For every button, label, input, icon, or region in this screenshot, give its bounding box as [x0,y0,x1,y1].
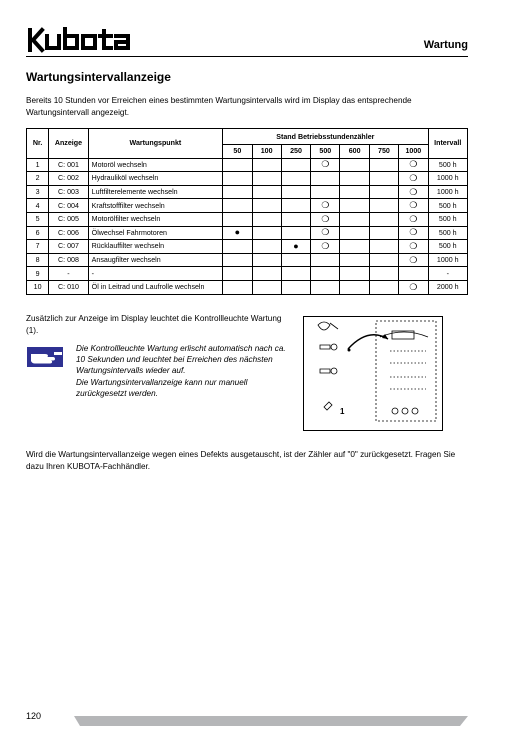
indicator-paragraph: Zusätzlich zur Anzeige im Display leuchtet die Kontrollleuchte Wartung (1). [26,314,282,335]
row-maintenance-point: Ansaugfilter wechseln [88,253,223,267]
open-circle-icon: ❍ [321,227,330,238]
hour-cell [399,172,428,186]
hour-cell [223,240,252,254]
row-maintenance-point: Hydrauliköl wechseln [88,172,223,186]
hour-cell [252,226,281,240]
open-circle-icon: ❍ [409,254,418,265]
hour-cell [252,199,281,213]
hour-cell [281,172,310,186]
header-nr: Nr. [27,129,49,159]
row-maintenance-point: Öl in Leitrad und Laufrolle wechseln [88,280,223,294]
hour-cell [281,158,310,172]
hour-cell [281,253,310,267]
hour-cell [340,185,369,199]
row-interval: 2000 h [428,280,467,294]
section-title: Wartung [423,39,468,51]
page-heading: Wartungsintervallanzeige [26,70,171,84]
hour-cell [223,280,252,294]
control-panel-illustration [303,316,443,431]
open-circle-icon: ❍ [409,240,418,251]
hour-cell [369,212,398,226]
hour-cell [311,212,340,226]
hour-cell [252,253,281,267]
row-display-code: C: 010 [49,280,88,294]
header-interval: Intervall [428,129,467,159]
row-maintenance-point: Motorölfilter wechseln [88,212,223,226]
kubota-logo [26,26,142,54]
hour-cell [340,199,369,213]
hour-cell [252,158,281,172]
hour-cell [369,240,398,254]
table-row [27,185,468,199]
header-hour-50: 50 [223,145,252,159]
hour-cell [399,280,428,294]
hour-cell [281,280,310,294]
pointing-hand-icon [26,346,64,373]
hour-cell [340,267,369,281]
table-row [27,253,468,267]
table-row [27,280,468,294]
hour-cell [369,267,398,281]
hour-cell [369,199,398,213]
hour-cell [369,172,398,186]
open-circle-icon: ❍ [321,159,330,170]
open-circle-icon: ❍ [321,213,330,224]
page-number: 120 [26,711,42,721]
row-interval: 500 h [428,226,467,240]
hour-cell [311,280,340,294]
hour-cell [223,212,252,226]
row-number: 6 [27,226,49,240]
replacement-paragraph: Wird die Wartungsintervallanzeige wegen eines Defekts ausgetauscht, ist der Zähler auf "0" zurückgesetzt. Fragen Sie dazu Ihren KUBOTA-Fachhändler. [26,450,456,471]
table-row [27,199,468,213]
hour-cell [369,185,398,199]
hour-cell [311,267,340,281]
row-number: 4 [27,199,49,213]
note-box [76,343,288,399]
header-maintenance-point: Wartungspunkt [88,129,223,159]
row-display-code: C: 003 [49,185,88,199]
row-interval: 500 h [428,158,467,172]
hour-cell [340,253,369,267]
hour-cell [223,185,252,199]
header-divider [26,56,468,57]
table-row [27,226,468,240]
hour-cell [399,240,428,254]
hour-cell [399,158,428,172]
hour-cell [311,226,340,240]
hour-cell [340,172,369,186]
hour-cell [340,212,369,226]
hour-cell [281,212,310,226]
filled-dot-icon: ● [293,240,299,251]
row-display-code: C: 001 [49,158,88,172]
hour-cell [252,185,281,199]
row-number: 8 [27,253,49,267]
hour-cell [311,158,340,172]
header-hour-1000: 1000 [399,145,428,159]
row-maintenance-point: - [88,267,223,281]
row-display-code: C: 008 [49,253,88,267]
table-row [27,267,468,281]
row-number: 7 [27,240,49,254]
table-row [27,172,468,186]
header-hour-meter: Stand Betriebsstundenzähler [223,129,428,145]
hour-cell [223,267,252,281]
table-row [27,240,468,254]
maintenance-interval-table [26,128,468,295]
hour-cell [311,240,340,254]
header-hour-100: 100 [252,145,281,159]
hour-cell [223,158,252,172]
header-display: Anzeige [49,129,88,159]
row-display-code: - [49,267,88,281]
hour-cell [369,280,398,294]
intro-paragraph: Bereits 10 Stunden vor Erreichen eines bestimmten Wartungsintervalls wird im Display das entsprechende Wartungsintervall angezeigt. [26,96,412,117]
hour-cell [340,158,369,172]
hour-cell [340,226,369,240]
hour-cell [252,240,281,254]
open-circle-icon: ❍ [321,240,330,251]
hour-cell [369,253,398,267]
hour-cell [281,267,310,281]
row-number: 9 [27,267,49,281]
row-number: 10 [27,280,49,294]
hour-cell [399,253,428,267]
row-number: 3 [27,185,49,199]
row-display-code: C: 005 [49,212,88,226]
hour-cell [223,226,252,240]
footer-bar [74,713,468,731]
open-circle-icon: ❍ [409,281,418,292]
hour-cell [223,172,252,186]
hour-cell [369,158,398,172]
callout-label: 1 [340,407,345,416]
row-interval: - [428,267,467,281]
row-interval: 1000 h [428,253,467,267]
row-maintenance-point: Kraftstofffilter wechseln [88,199,223,213]
header-hour-750: 750 [369,145,398,159]
hour-cell [399,226,428,240]
hour-cell [399,199,428,213]
open-circle-icon: ❍ [409,186,418,197]
header-hour-600: 600 [340,145,369,159]
hour-cell [399,267,428,281]
row-display-code: C: 007 [49,240,88,254]
open-circle-icon: ❍ [409,227,418,238]
open-circle-icon: ❍ [409,200,418,211]
hour-cell [311,172,340,186]
row-interval: 1000 h [428,172,467,186]
hour-cell [281,240,310,254]
row-interval: 500 h [428,240,467,254]
row-maintenance-point: Rücklauffilter wechseln [88,240,223,254]
hour-cell [281,199,310,213]
hour-cell [311,185,340,199]
header-hour-500: 500 [311,145,340,159]
open-circle-icon: ❍ [321,200,330,211]
hour-cell [340,280,369,294]
row-maintenance-point: Luftfilterelemente wechseln [88,185,223,199]
hour-cell [252,280,281,294]
hour-cell [311,253,340,267]
row-maintenance-point: Ölwechsel Fahrmotoren [88,226,223,240]
row-interval: 500 h [428,212,467,226]
hour-cell [281,226,310,240]
row-number: 1 [27,158,49,172]
header-hour-250: 250 [281,145,310,159]
hour-cell [399,212,428,226]
table-row [27,158,468,172]
hour-cell [311,199,340,213]
hour-cell [340,240,369,254]
hour-cell [223,253,252,267]
hour-cell [223,199,252,213]
hour-cell [252,172,281,186]
row-maintenance-point: Motoröl wechseln [88,158,223,172]
table-row [27,212,468,226]
row-display-code: C: 002 [49,172,88,186]
open-circle-icon: ❍ [409,172,418,183]
filled-dot-icon: ● [234,227,241,238]
row-number: 5 [27,212,49,226]
row-display-code: C: 006 [49,226,88,240]
hour-cell [252,267,281,281]
open-circle-icon: ❍ [409,159,418,170]
row-interval: 500 h [428,199,467,213]
note-line-1: Die Kontrollleuchte Wartung erlischt automatisch nach ca. 10 Sekunden und leuchtet bei Erreichen des nächsten Wartungsintervalls wieder auf. [76,344,286,376]
row-interval: 1000 h [428,185,467,199]
hour-cell [369,226,398,240]
row-number: 2 [27,172,49,186]
note-line-2: Die Wartungsintervallanzeige kann nur manuell zurückgesetzt werden. [76,377,248,398]
open-circle-icon: ❍ [409,213,418,224]
hour-cell [399,185,428,199]
hour-cell [281,185,310,199]
hour-cell [252,212,281,226]
row-display-code: C: 004 [49,199,88,213]
